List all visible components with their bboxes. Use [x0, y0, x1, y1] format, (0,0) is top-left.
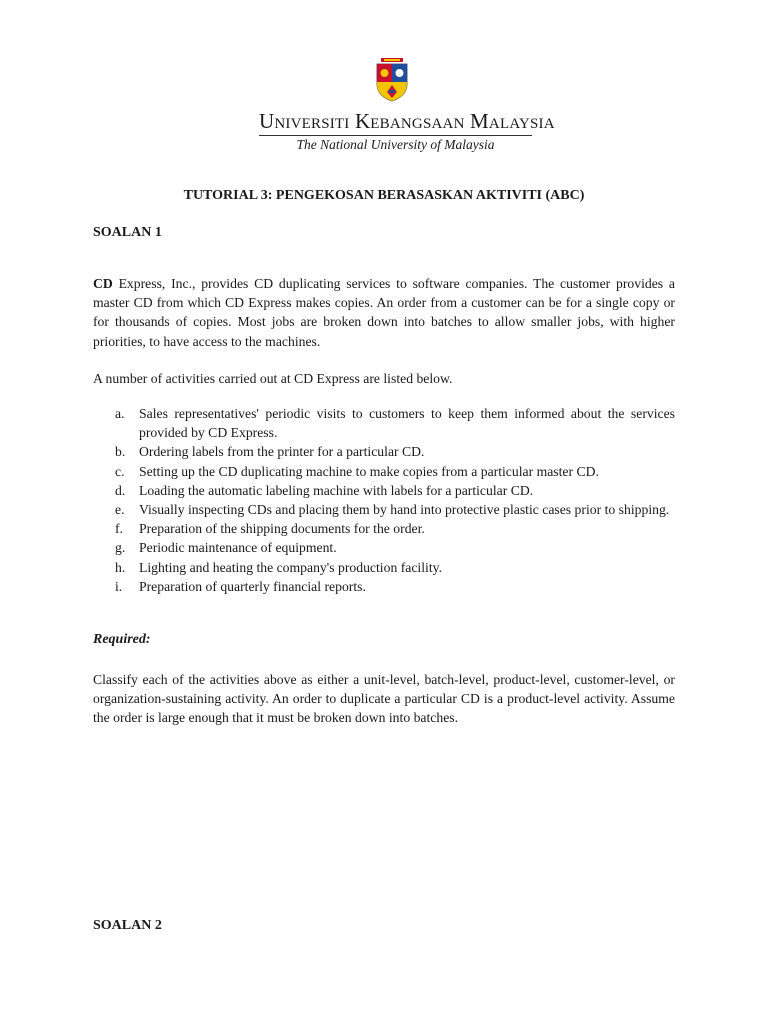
list-item: [93, 442, 675, 461]
list-item-text: Lighting and heating the company's production facility.: [139, 559, 443, 575]
list-item: [93, 481, 675, 500]
list-item-text: Ordering labels from the printer for a particular CD.: [139, 444, 425, 460]
list-marker: e.: [115, 502, 125, 518]
list-item-text: Sales representatives' periodic visits to customers to keep them informed about the services provided by CD Express.: [139, 406, 675, 441]
list-item: [93, 500, 675, 519]
list-item-text: Preparation of quarterly financial reports.: [139, 578, 366, 594]
header-divider: [259, 135, 532, 136]
list-item: [93, 404, 675, 442]
intro-bold-text: CD: [93, 276, 113, 291]
intro-paragraph: [93, 274, 675, 351]
required-label: Required:: [93, 632, 151, 647]
list-marker: c.: [115, 463, 125, 479]
university-subtitle: The National University of Malaysia: [296, 137, 495, 152]
document-title: TUTORIAL 3: PENGEKOSAN BERASASKAN AKTIVITI (ABC): [183, 188, 585, 203]
list-marker: d.: [115, 482, 126, 498]
list-item-text: Visually inspecting CDs and placing them by hand into protective plastic cases prior to shipping.: [139, 502, 670, 518]
list-marker: f.: [115, 521, 123, 537]
list-item-text: Loading the automatic labeling machine with labels for a particular CD.: [139, 482, 534, 498]
intro-text: Express, Inc., provides CD duplicating services to software companies. The customer provides a master CD from which CD Express makes copies. An order from a customer can be for a single copy or for thousands of copies. Most jobs are broken down into batches to allow smaller jobs, with higher priorities, to have access to the machines.: [93, 276, 675, 349]
question-2-heading: SOALAN 2: [93, 918, 162, 933]
question-1-heading: SOALAN 1: [93, 225, 162, 240]
list-marker: i.: [115, 578, 123, 594]
university-name: Universiti Kebangsaan Malaysia: [259, 109, 555, 133]
list-item: [93, 462, 675, 481]
list-marker: a.: [115, 406, 125, 421]
list-item: [93, 519, 675, 538]
required-paragraph: Classify each of the activities above as either a unit-level, batch-level, product-level, customer-level, or organization-sustaining activity. An order to duplicate a particular CD is a product-level activity. Assume the order is large enough that it must be broken down into batches.: [93, 672, 675, 726]
list-marker: g.: [115, 540, 126, 556]
activities-intro: A number of activities carried out at CD Express are listed below.: [93, 371, 453, 386]
list-marker: b.: [115, 444, 126, 460]
list-marker: h.: [115, 559, 126, 575]
list-item: [93, 558, 675, 577]
list-item-text: Preparation of the shipping documents for the order.: [139, 521, 425, 537]
list-item: [93, 538, 675, 557]
list-item: [93, 577, 675, 596]
activities-list: [93, 404, 675, 596]
list-item-text: Setting up the CD duplicating machine to make copies from a particular master CD.: [139, 463, 599, 479]
university-crest-logo: [375, 58, 409, 102]
list-item-text: Periodic maintenance of equipment.: [139, 540, 337, 556]
